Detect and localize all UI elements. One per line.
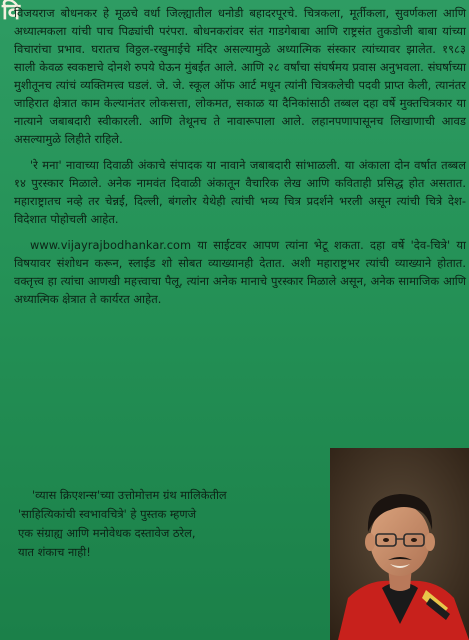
tagline-line-4: यात शंकाच नाही! (18, 545, 91, 559)
author-photo (330, 448, 469, 640)
author-portrait-illustration (330, 448, 469, 640)
publisher-tagline (18, 486, 278, 562)
bio-paragraph-1: विजयराज बोधनकर हे मूळचे वर्धा जिल्ह्यातील धनोडी बहादरपूरचे. चित्रकला, मूर्तीकला, सुवर्णकला आणि अध्यात्मकला यांची पाच पिढ्यांची परंपरा. बोधनकरांवर संत गाडगेबाबा आणि राष्ट्रसंत तुकडोजी बाबा यांच्या विचारांचा प्रभाव. घरातच विठ्ठल-रखुमाईचे मंदिर असल्यामुळे अध्यात्मिक संस्कार त्यांच्यावर झालेत. १९८३ साली केवळ स्वकष्टाचे दोनशे रुपये घेऊन मुंबईत आले. आणि २८ वर्षांचा संघर्षमय प्रवास अनुभवला. संघर्षाच्या मुशीतूनच त्यांचं व्यक्तिमत्त्व घडलं. जे. जे. स्कूल ऑफ आर्ट मधून त्यांनी चित्रकलेची पदवी प्राप्त केली, त्यानंतर जाहिरात क्षेत्रात काम केल्यानंतर लोकसत्ता, लोकमत, सकाळ या दैनिकांसाठी तब्बल दहा वर्षे मुक्तचित्रकार या नात्याने जबाबदारी स्वीकारली. आणि तेथूनच ते नावारूपाला आले. लहानपणापासूनच लिखाणाची आवड असल्यामुळे लिहीते राहिले. (14, 6, 466, 146)
tagline-line-2: 'साहित्यिकांची स्वभावचित्रे' हे पुस्तक म्हणजे (18, 507, 197, 521)
bio-paragraph-2: 'रे मना' नावाच्या दिवाळी अंकाचे संपादक या नावाने जबाबदारी सांभाळली. या अंकाला दोन वर्षात तब्बल १४ पुरस्कार मिळाले. अनेक नामवंत दिवाळी अंकातून वैचारिक लेख आणि कविताही प्रसिद्ध होत असतात. महाराष्ट्रातच नव्हे तर चेन्नई, दिल्ली, बंगलोर येथेही त्यांची भव्य चित्र प्रदर्शने भरली असून त्यांची चित्रे देश-विदेशात पोहोचली आहेत. (14, 158, 466, 226)
tagline-line-1: 'व्यास क्रिएशन्स'च्या उत्तोमोत्तम ग्रंथ मालिकेतील (32, 488, 227, 502)
bio-paragraph-3: www.vijayrajbodhankar.com या साईटवर आपण त्यांना भेटू शकता. दहा वर्षे 'देव-चित्रे' या विषयावर संशोधन करून, स्लाईड शो सोबत व्याख्यानही देतात. अशी महाराष्ट्रभर त्यांची व्याख्याने होतात. वक्तृत्त्व हा त्यांचा आणखी महत्त्वाचा पैलू, त्यांना अनेक मानाचे पुरस्कार मिळाले असून, अनेक सामाजिक आणि अध्यात्मिक क्षेत्रात ते कार्यरत आहेत. (14, 238, 466, 306)
corner-letter: वि (2, 0, 20, 25)
tagline-line-3: एक संग्राह्य आणि मनोवेधक दस्तावेज ठरेल, (18, 526, 196, 540)
author-bio (14, 4, 466, 316)
